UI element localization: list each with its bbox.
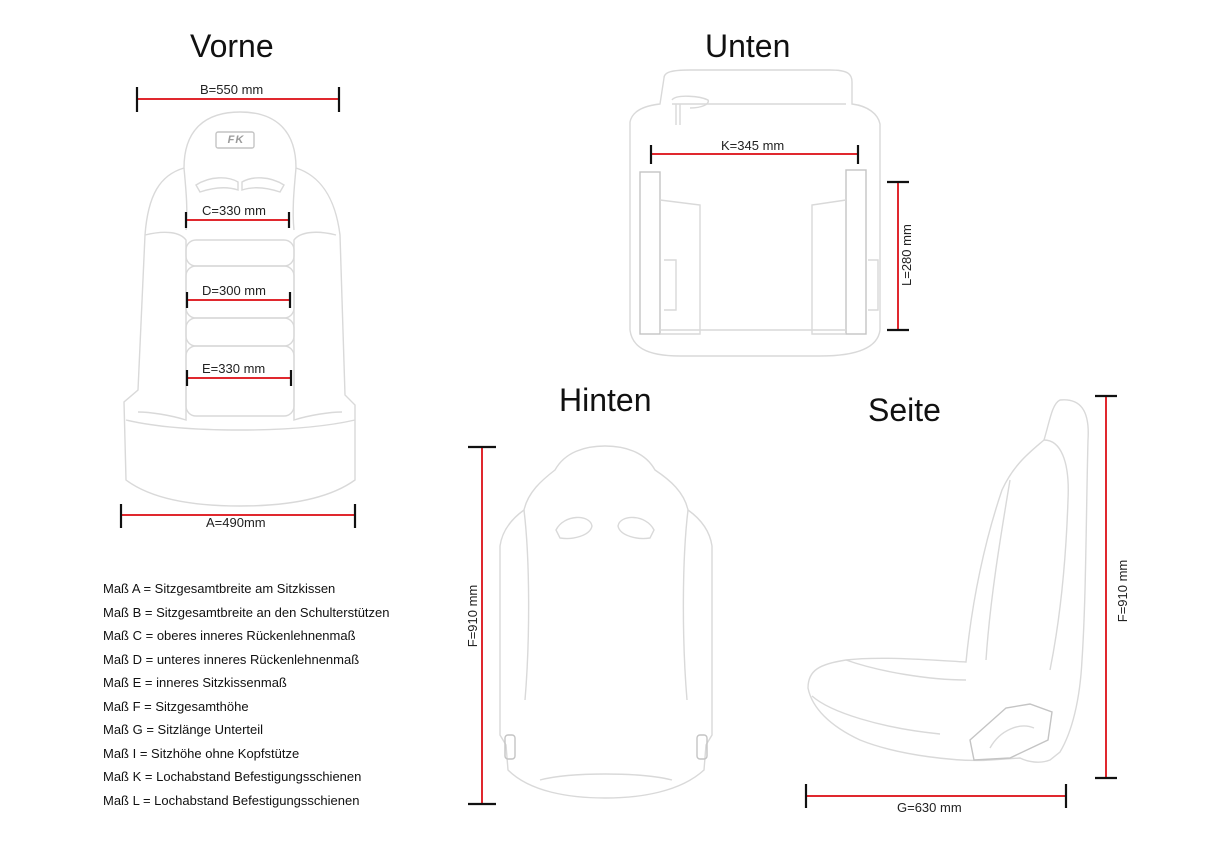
dim-g-label: G=630 mm bbox=[897, 800, 962, 815]
legend-item-d: Maß D = unteres inneres Rückenlehnenmaß bbox=[103, 651, 360, 667]
dim-f-back-label: F=910 mm bbox=[465, 584, 480, 648]
dim-e-label: E=330 mm bbox=[202, 361, 266, 376]
legend-item-e: Maß E = inneres Sitzkissenmaß bbox=[103, 675, 287, 690]
legend-item-c: Maß C = oberes inneres Rückenlehnenmaß bbox=[103, 628, 356, 643]
brand-logo: FK bbox=[227, 134, 245, 146]
dim-f-side-line bbox=[1095, 396, 1117, 778]
legend-item-k: Maß K = Lochabstand Befestigungsschienen bbox=[103, 769, 362, 784]
side-seat-outline bbox=[808, 400, 1088, 762]
dim-f-side-label: F=910 mm bbox=[1115, 559, 1130, 623]
view-title-seite: Seite bbox=[868, 392, 941, 428]
view-title-vorne: Vorne bbox=[190, 28, 274, 64]
dim-b-label: B=550 mm bbox=[200, 82, 264, 97]
legend-item-f: Maß F = Sitzgesamthöhe bbox=[103, 698, 249, 714]
front-seat-outline bbox=[124, 112, 355, 506]
bottom-seat-outline bbox=[630, 70, 880, 356]
legend-item-g: Maß G = Sitzlänge Unterteil bbox=[103, 722, 264, 737]
legend-item-b: Maß B = Sitzgesamtbreite an den Schulterstützen bbox=[103, 604, 390, 620]
dim-k-label: K=345 mm bbox=[721, 138, 785, 153]
dim-a-label: A=490mm bbox=[206, 515, 266, 530]
rear-seat-outline bbox=[500, 446, 712, 798]
legend-item-i: Maß I = Sitzhöhe ohne Kopfstütze bbox=[103, 745, 300, 761]
view-title-hinten: Hinten bbox=[559, 382, 652, 418]
dim-c-label: C=330 mm bbox=[202, 203, 266, 218]
dim-l-label: L=280 mm bbox=[899, 224, 914, 286]
legend-item-a: Maß A = Sitzgesamtbreite am Sitzkissen bbox=[103, 581, 336, 596]
dimension-legend bbox=[103, 577, 390, 812]
dim-d-label: D=300 mm bbox=[202, 283, 266, 298]
view-title-unten: Unten bbox=[705, 28, 791, 64]
legend-item-l: Maß L = Lochabstand Befestigungsschienen bbox=[103, 792, 360, 808]
